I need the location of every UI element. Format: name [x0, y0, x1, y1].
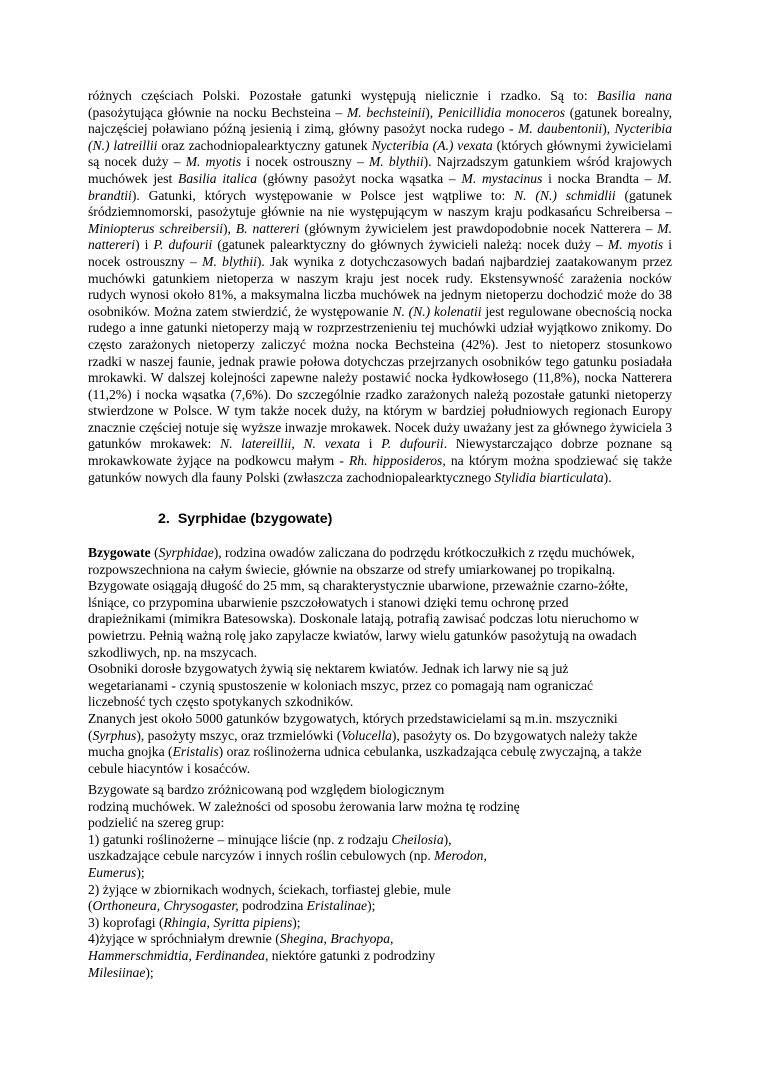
- text-run: liczebność tych często spotykanych szkodników.: [88, 694, 354, 710]
- text-run: ), pasożyty mszyc, oraz trzmielówki (: [136, 727, 342, 743]
- text-run: ,: [390, 931, 394, 947]
- italic-text: Rh. hipposideros: [348, 453, 443, 469]
- text-run: ). Najrzadszym gatunkiem wśród krajowych muchówek jest: [88, 154, 672, 186]
- italic-text: M. myotis: [607, 237, 664, 253]
- italic-text: Basilia nana: [596, 88, 673, 103]
- italic-text: Syritta pipiens: [213, 914, 293, 930]
- text-run: ,: [156, 898, 164, 914]
- italic-text: Ferdinandea: [195, 947, 265, 963]
- text-run: Bzygowate osiągają długość do 25 mm, są charakterystycznie ubarwione, przeważnie czarno-żółte,: [88, 578, 629, 594]
- text-run: rozpowszechniona na całym świecie, głównie na obszarze od strefy umiarkowanej po tropikalną.: [88, 561, 616, 577]
- text-run: ,: [323, 931, 331, 947]
- text-run: drapieżnikami (mimikra Batesowska). Doskonale latają, potrafią zawisać podczas lotu nieruchomo w: [88, 611, 640, 627]
- text-line: [88, 578, 672, 595]
- italic-text: B. nattereri: [235, 220, 300, 236]
- text-line: [88, 761, 672, 778]
- section-title: Syrphidae (bzygowate): [177, 511, 333, 527]
- text-run: (: [88, 898, 93, 914]
- italic-text: P. dufourii: [153, 237, 213, 253]
- text-run: uszkadzające cebule narcyzów i innych roślin cebulowych (np.: [88, 848, 435, 864]
- italic-text: M. bechsteinii: [346, 104, 426, 120]
- text-run: );: [367, 898, 376, 914]
- text-run: ). Jak wynika z dotychczasowych badań najbardziej zaatakowanym przez muchówki gatunkiem nietoperza w naszym kraju jest nocek rudy. Ekstensywność zarażenia nocków rudych wynosi około 81%, a maksymalna liczba muchówek na jednym nietoperzu dochodzić może do 38 osobników. Można zatem stwierdzić, że występowanie: [88, 253, 672, 319]
- text-run: (głównym żywicielem jest prawdopodobnie nocek Natterera –: [299, 220, 658, 236]
- italic-text: Chrysogaster,: [163, 898, 239, 914]
- text-run: rodziną muchówek. W zależności od sposobu żerowania larw można tę rodzinę: [88, 798, 520, 814]
- text-run: i: [360, 436, 382, 452]
- italic-text: Eumerus: [88, 864, 137, 880]
- paragraph-larval-groups: [88, 782, 672, 981]
- text-run: 2) żyjące w zbiornikach wodnych, ściekach, torfiastej glebie, mule: [88, 881, 451, 897]
- italic-text: N. latereillii, N. vexata: [220, 436, 361, 452]
- text-run: ,: [188, 947, 196, 963]
- text-line: [88, 848, 672, 865]
- italic-text: Milesiinae: [88, 964, 146, 980]
- italic-text: N. (N.) kolenatii: [392, 303, 482, 319]
- italic-text: Orthoneura: [92, 898, 157, 914]
- italic-text: M. blythii: [202, 253, 257, 269]
- italic-text: Hammerschmidtia: [88, 947, 189, 963]
- text-run: ),: [443, 831, 452, 847]
- text-run: );: [292, 914, 301, 930]
- italic-text: Nycteribia (A.) vexata: [371, 137, 493, 153]
- text-run: podzielić na szereg grup:: [88, 815, 225, 831]
- text-line: [88, 678, 672, 695]
- text-line: [88, 782, 672, 799]
- italic-text: Volucella: [341, 727, 392, 743]
- text-run: i nocka Brandta –: [542, 170, 658, 186]
- italic-text: M. blythii: [368, 154, 424, 170]
- text-run: ), rodzina owadów zaliczana do podrzędu krótkoczułkich z rzędu muchówek,: [213, 545, 635, 560]
- italic-text: N. (N.) schmidlii: [514, 187, 616, 203]
- text-run: (: [88, 727, 93, 743]
- text-run: . Niewystarczająco dobrze poznane są mrokawkowate żyjące na podkowcu małym -: [88, 436, 673, 469]
- text-run: i nocek ostrouszny –: [88, 237, 673, 269]
- text-run: , niektóre gatunki z podrodziny: [264, 947, 436, 963]
- italic-text: P. dufourii: [381, 436, 444, 452]
- text-run: ),: [425, 104, 438, 120]
- text-line: [88, 562, 672, 579]
- paragraph-nycteribiidae: [88, 88, 672, 486]
- text-run: (główny pasożyt nocka wąsatka –: [257, 170, 462, 186]
- text-run: Znanych jest około 5000 gatunków bzygowatych, których przedstawicielami są m.in. mszyczniki: [88, 710, 618, 726]
- text-run: powietrzu. Pełnią ważną rolę jako zapylacze kwiatów, larwy wielu gatunków pasożytują na owadach: [88, 627, 637, 643]
- bold-text: Bzygowate: [88, 545, 151, 560]
- text-line: [88, 865, 672, 882]
- paragraph-syrphidae: [88, 545, 672, 777]
- text-run: mucha gnojka (: [88, 744, 173, 760]
- text-line: [88, 728, 672, 745]
- text-run: ). Gatunki, których występowanie w Polsce jest wątpliwe to:: [131, 187, 515, 203]
- text-run: ) oraz roślinożerna udnica cebulanka, uszkadzająca cebulę zwyczajną, a także: [218, 744, 642, 760]
- text-run: ),: [223, 220, 236, 236]
- text-run: 3) koprofagi (: [88, 914, 164, 930]
- text-run: podrodzina: [238, 898, 307, 914]
- text-run: jest regulowane obecnością nocka rudego a inne gatunki nietoperzy mają w rozprzestrzenieniu tej muchówki udział wyjątkowo znikomy. Do często zarażonych nietoperzy zaliczyć można nocka Bechsteina (42%). Jest to nietoperz stosunkowo rzadki w naszej faunie, jednak prawie połowa dotychczas przejrzanych osobników tego gatunku posiadała mrokawki. W dalszej kolejności zapewne należy postawić nocka łydkowłosego (11,8%), nocka Natterera (11,2%) i nocka wąsatka (7,6%). Do szczególnie rzadko zarażonych należą pozostałe gatunki nietoperzy stwierdzone w Polsce. W tym także nocek duży, na którym w bardziej południowych regionach Europy znacznie częściej notuje się wyższe inwazje mrokawek. Nocek duży uważany jest za głównego żywiciela 3 gatunków mrokawek:: [88, 303, 672, 452]
- italic-text: Rhingia: [163, 914, 207, 930]
- italic-text: M. daubentonii: [518, 121, 603, 137]
- italic-text: M. brandtii: [88, 170, 672, 203]
- text-run: , na którym można spodziewać się także gatunków nowych dla fauny Polski (zwłaszcza zachodniopalearktycznego: [88, 453, 672, 485]
- text-line: [88, 799, 672, 816]
- text-run: (: [150, 545, 159, 560]
- text-run: Bzygowate są bardzo zróżnicowaną pod względem biologicznym: [88, 782, 445, 797]
- italic-text: Eristalinae: [306, 898, 368, 914]
- text-line: [88, 898, 672, 915]
- section-heading: [158, 511, 332, 527]
- text-run: ),: [602, 121, 615, 137]
- text-run: );: [136, 864, 145, 880]
- text-line: [88, 948, 672, 965]
- text-run: (gatunek palearktyczny do głównych żywicieli należą: nocek duży –: [212, 237, 608, 253]
- text-line: [88, 611, 672, 628]
- text-line: [88, 815, 672, 832]
- text-line: [88, 832, 672, 849]
- text-line: [88, 661, 672, 678]
- italic-text: Miniopterus schreibersii: [88, 220, 224, 236]
- text-run: ), pasożyty os. Do bzygowatych należy także: [391, 727, 638, 743]
- text-run: (pasożytująca głównie na nocku Bechsteina –: [88, 104, 347, 120]
- text-run: (których głównymi żywicielami są nocek duży –: [88, 137, 672, 170]
- text-run: różnych częściach Polski. Pozostałe gatunki występują nielicznie i rzadko. Są to:: [88, 88, 597, 103]
- italic-text: Stylidia biarticulata: [494, 469, 604, 485]
- italic-text: Penicillidia monoceros: [437, 104, 566, 120]
- text-line: [88, 595, 672, 612]
- text-run: 4)żyjące w spróchniałym drewnie (: [88, 931, 280, 947]
- section-number: 2.: [158, 511, 170, 527]
- text-line: [88, 711, 672, 728]
- italic-text: Syrphidae: [158, 545, 214, 560]
- italic-text: M. mystacinus: [461, 170, 543, 186]
- text-line: [88, 628, 672, 645]
- text-line: [88, 694, 672, 711]
- text-line: [88, 744, 672, 761]
- text-line: [88, 645, 672, 662]
- text-run: cebule hiacyntów i kosaćców.: [88, 760, 251, 776]
- text-run: wegetarianami - czynią spustoszenie w koloniach mszyc, przez co pomagają nam ograniczać: [88, 677, 594, 693]
- text-run: ).: [603, 469, 612, 485]
- italic-text: Nycteribia (N.) latreillii: [88, 121, 672, 153]
- text-run: szkodliwych, np. na mszycach.: [88, 644, 258, 660]
- italic-text: Cheilosia: [391, 831, 444, 847]
- text-run: lśniące, co przypomina ubarwienie pszczołowatych i stanowi dzięki temu ochronę przed: [88, 594, 569, 610]
- italic-text: M. nattereri: [88, 220, 672, 253]
- text-run: );: [145, 964, 154, 980]
- italic-text: Eristalis: [172, 744, 219, 760]
- italic-text: Merodon,: [434, 848, 487, 864]
- text-line: [88, 882, 672, 899]
- page-body: [88, 88, 672, 486]
- text-run: (gatunek śródziemnomorski, pasożytuje głównie na nie występującym w naszym kraju podkasańcu Schreibersa –: [88, 187, 673, 220]
- text-line: [88, 965, 672, 982]
- text-line: [88, 915, 672, 932]
- italic-text: M. myotis: [185, 154, 242, 170]
- text-run: ,: [206, 914, 214, 930]
- text-run: i nocek ostrouszny –: [241, 154, 369, 170]
- text-line: [88, 545, 672, 562]
- text-line: [88, 931, 672, 948]
- italic-text: Shegina: [279, 931, 324, 947]
- italic-text: Syrphus: [92, 727, 137, 743]
- italic-text: Brachyopa: [330, 931, 390, 947]
- text-run: oraz zachodniopalearktyczny gatunek: [157, 137, 372, 153]
- text-run: Osobniki dorosłe bzygowatych żywią się nektarem kwiatów. Jednak ich larwy nie są już: [88, 661, 569, 677]
- text-run: 1) gatunki roślinożerne – minujące liście (np. z rodzaju: [88, 831, 392, 847]
- text-run: ) i: [135, 237, 154, 253]
- text-run: (gatunek borealny, najczęściej poławiano późną jesienią i zimą, główny pasożyt nocka rudego -: [88, 104, 673, 137]
- italic-text: Basilia italica: [178, 170, 258, 186]
